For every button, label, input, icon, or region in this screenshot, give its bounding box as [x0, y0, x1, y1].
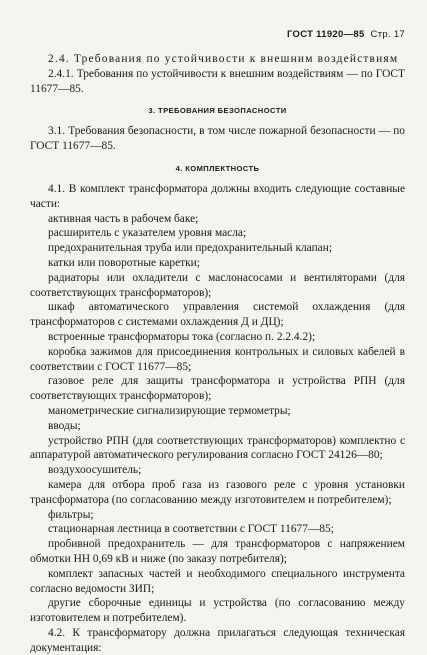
list-item: манометрические сигнализирующие термометры; — [48, 404, 291, 417]
page-header — [287, 29, 405, 40]
standard-number: ГОСТ 11920—85 — [286, 29, 365, 40]
list-item: коробка зажимов для присоединения контрольных и силовых кабелей в соответствии с ГОСТ 11677—85; — [30, 345, 405, 373]
list-item: пробивной предохранитель — для трансформаторов с напряжением обмотки НН 0,69 кВ и ниже (по заказу потребителя); — [30, 538, 405, 565]
clause-2-4-1: 2.4.1. Требования по устойчивости к внешним воздействиям — по ГОСТ 11677—85. — [30, 67, 405, 95]
page-number: Стр. 17 — [370, 29, 405, 40]
page-body — [30, 52, 405, 655]
clause-3-1: 3.1. Требования безопасности, в том числе пожарной безопасности — по ГОСТ 11677—85. — [30, 125, 405, 153]
list-item: устройство РПН (для соответствующих трансформаторов) комплектно с аппаратурой автоматического регулирования согласно ГОСТ 24126—80; — [30, 434, 405, 462]
list-item: камера для отбора проб газа из газового реле с уровня установки трансформатора (по согласованию между изготовителем и потребителем); — [30, 478, 405, 506]
list-item: расширитель с указателем уровня масла; — [48, 227, 247, 240]
clause-2-4: 2.4. Требования по устойчивости к внешним воздействиям — [48, 53, 399, 65]
clause-4-1: 4.1. В комплект трансформатора должны входить следующие составные части: — [30, 182, 405, 210]
list-item: воздухоосушитель; — [48, 464, 142, 477]
section-4-heading: 4. КОМПЛЕКТНОСТЬ — [175, 163, 260, 173]
list-item: активная часть в рабочем баке; — [48, 212, 199, 225]
list-item: катки или поворотные каретки; — [48, 256, 200, 269]
list-item: комплект запасных частей и необходимого специального инструмента согласно ведомости ЗИП; — [30, 567, 405, 595]
list-item: радиаторы или охладители с маслонасосами и вентиляторами (для соответствующих трансформаторов); — [30, 271, 405, 299]
list-item: фильтры; — [48, 508, 94, 521]
list-item: вводы; — [48, 419, 81, 432]
list-item: шкаф автоматического управления системой охлаждения (для трансформаторов с системами охлаждения Д и ДЦ); — [30, 301, 405, 329]
list-item: стационарная лестница в соответствии с ГОСТ 11677—85; — [48, 523, 334, 536]
list-item: встроенные трансформаторы тока (согласно п. 2.2.4.2); — [48, 330, 316, 343]
section-3-heading: 3. ТРЕБОВАНИЯ БЕЗОПАСНОСТИ — [148, 106, 287, 116]
list-item: предохранительная труба или предохранительный клапан; — [48, 242, 333, 255]
clause-4-2: 4.2. К трансформатору должна прилагаться следующая техническая документация: — [30, 626, 405, 654]
list-item: газовое реле для защиты трансформатора и устройства РПН (для соответствующих трансформаторов); — [30, 375, 405, 403]
list-item: другие сборочные единицы и устройства (по согласованию между изготовителем и потребителем). — [30, 597, 405, 625]
